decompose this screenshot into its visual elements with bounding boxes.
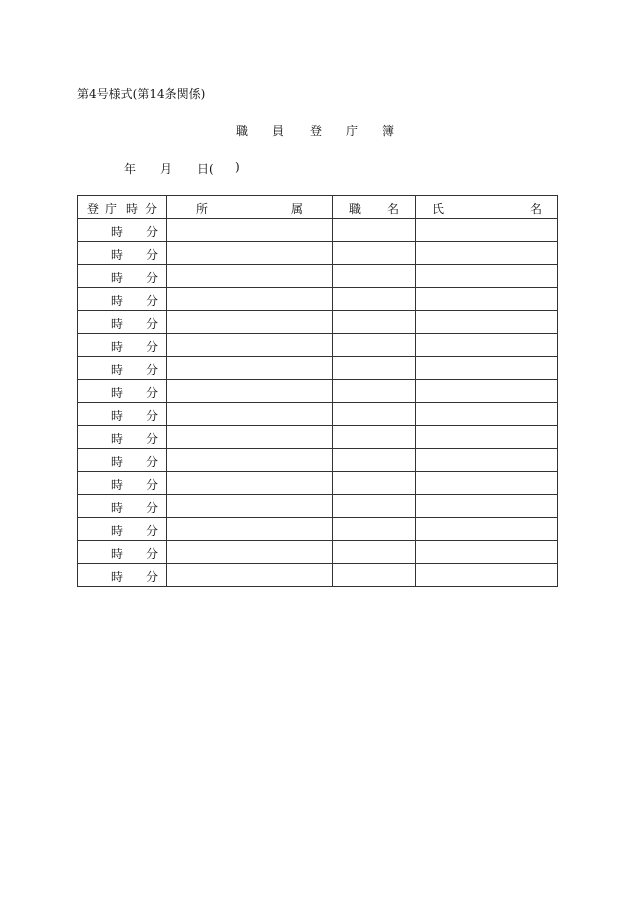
arrival-time-cell[interactable]	[78, 564, 167, 587]
department-cell[interactable]	[167, 472, 333, 495]
table-row	[78, 472, 558, 495]
name-cell[interactable]	[416, 288, 558, 311]
arrival-time-cell[interactable]	[78, 242, 167, 265]
department-cell[interactable]	[167, 518, 333, 541]
position-cell[interactable]	[333, 334, 416, 357]
table-row	[78, 219, 558, 242]
department-cell[interactable]	[167, 403, 333, 426]
minute-label: 分	[146, 547, 159, 561]
table-row	[78, 380, 558, 403]
position-cell[interactable]	[333, 219, 416, 242]
minute-label: 分	[146, 363, 159, 377]
attendance-register-table	[77, 195, 558, 587]
table-row	[78, 288, 558, 311]
name-cell[interactable]	[416, 449, 558, 472]
name-cell[interactable]	[416, 472, 558, 495]
position-cell[interactable]	[333, 403, 416, 426]
table-row	[78, 426, 558, 449]
position-cell[interactable]	[333, 495, 416, 518]
department-cell[interactable]	[167, 380, 333, 403]
arrival-time-cell[interactable]	[78, 334, 167, 357]
hour-label: 時	[111, 524, 124, 538]
table-row	[78, 403, 558, 426]
minute-label: 分	[146, 386, 159, 400]
date-weekday-close: )	[235, 160, 240, 174]
name-cell[interactable]	[416, 426, 558, 449]
arrival-time-cell[interactable]	[78, 472, 167, 495]
department-cell[interactable]	[167, 495, 333, 518]
table-row	[78, 495, 558, 518]
hour-label: 時	[111, 294, 124, 308]
name-cell[interactable]	[416, 311, 558, 334]
position-cell[interactable]	[333, 426, 416, 449]
minute-label: 分	[146, 271, 159, 285]
hour-label: 時	[111, 317, 124, 331]
position-cell[interactable]	[333, 564, 416, 587]
minute-label: 分	[146, 455, 159, 469]
table-row	[78, 311, 558, 334]
name-cell[interactable]	[416, 265, 558, 288]
date-year-label: 年	[124, 162, 137, 176]
hour-label: 時	[111, 501, 124, 515]
arrival-time-cell[interactable]	[78, 219, 167, 242]
arrival-time-cell[interactable]	[78, 426, 167, 449]
arrival-time-cell[interactable]	[78, 311, 167, 334]
table-row	[78, 541, 558, 564]
hour-label: 時	[111, 271, 124, 285]
department-cell[interactable]	[167, 564, 333, 587]
title-char: 員	[272, 124, 285, 138]
table-row	[78, 449, 558, 472]
title-char: 庁	[346, 124, 359, 138]
arrival-time-cell[interactable]	[78, 403, 167, 426]
hour-label: 時	[111, 409, 124, 423]
table-row	[78, 564, 558, 587]
date-month-label: 月	[160, 162, 173, 176]
hour-label: 時	[111, 478, 124, 492]
position-cell[interactable]	[333, 472, 416, 495]
department-cell[interactable]	[167, 357, 333, 380]
header-arrival-time: 登 庁 時 分	[78, 196, 167, 219]
department-cell[interactable]	[167, 426, 333, 449]
hour-label: 時	[111, 386, 124, 400]
minute-label: 分	[146, 340, 159, 354]
arrival-time-cell[interactable]	[78, 541, 167, 564]
minute-label: 分	[146, 248, 159, 262]
hour-label: 時	[111, 363, 124, 377]
arrival-time-cell[interactable]	[78, 518, 167, 541]
table-row	[78, 242, 558, 265]
minute-label: 分	[146, 317, 159, 331]
name-cell[interactable]	[416, 518, 558, 541]
name-cell[interactable]	[416, 403, 558, 426]
department-cell[interactable]	[167, 265, 333, 288]
position-cell[interactable]	[333, 242, 416, 265]
position-cell[interactable]	[333, 449, 416, 472]
position-cell[interactable]	[333, 311, 416, 334]
minute-label: 分	[146, 478, 159, 492]
arrival-time-cell[interactable]	[78, 380, 167, 403]
department-cell[interactable]	[167, 219, 333, 242]
hour-label: 時	[111, 547, 124, 561]
minute-label: 分	[146, 432, 159, 446]
department-cell[interactable]	[167, 288, 333, 311]
department-cell[interactable]	[167, 334, 333, 357]
hour-label: 時	[111, 225, 124, 239]
name-cell[interactable]	[416, 564, 558, 587]
arrival-time-cell[interactable]	[78, 265, 167, 288]
position-cell[interactable]	[333, 541, 416, 564]
position-cell[interactable]	[333, 518, 416, 541]
table-row	[78, 334, 558, 357]
name-cell[interactable]	[416, 380, 558, 403]
hour-label: 時	[111, 570, 124, 584]
name-cell[interactable]	[416, 219, 558, 242]
name-cell[interactable]	[416, 495, 558, 518]
table-header-row	[78, 196, 558, 219]
minute-label: 分	[146, 409, 159, 423]
table-row	[78, 265, 558, 288]
minute-label: 分	[146, 524, 159, 538]
position-cell[interactable]	[333, 357, 416, 380]
minute-label: 分	[146, 294, 159, 308]
department-cell[interactable]	[167, 242, 333, 265]
title-char: 登	[310, 124, 323, 138]
hour-label: 時	[111, 340, 124, 354]
title-char: 簿	[382, 124, 395, 138]
header-position: 職 名	[333, 196, 416, 219]
department-cell[interactable]	[167, 541, 333, 564]
position-cell[interactable]	[333, 380, 416, 403]
arrival-time-cell[interactable]	[78, 495, 167, 518]
department-cell[interactable]	[167, 311, 333, 334]
date-day-label: 日(	[197, 162, 214, 176]
hour-label: 時	[111, 455, 124, 469]
position-cell[interactable]	[333, 288, 416, 311]
position-cell[interactable]	[333, 265, 416, 288]
name-cell[interactable]	[416, 541, 558, 564]
hour-label: 時	[111, 432, 124, 446]
header-department: 所 属	[167, 196, 333, 219]
arrival-time-cell[interactable]	[78, 357, 167, 380]
table-row	[78, 357, 558, 380]
minute-label: 分	[146, 501, 159, 515]
table-row	[78, 518, 558, 541]
minute-label: 分	[146, 225, 159, 239]
title-char: 職	[236, 124, 249, 138]
name-cell[interactable]	[416, 334, 558, 357]
form-number: 第4号様式(第14条関係)	[77, 87, 206, 101]
name-cell[interactable]	[416, 242, 558, 265]
minute-label: 分	[146, 570, 159, 584]
name-cell[interactable]	[416, 357, 558, 380]
department-cell[interactable]	[167, 449, 333, 472]
arrival-time-cell[interactable]	[78, 288, 167, 311]
arrival-time-cell[interactable]	[78, 449, 167, 472]
hour-label: 時	[111, 248, 124, 262]
header-name: 氏 名	[416, 196, 558, 219]
